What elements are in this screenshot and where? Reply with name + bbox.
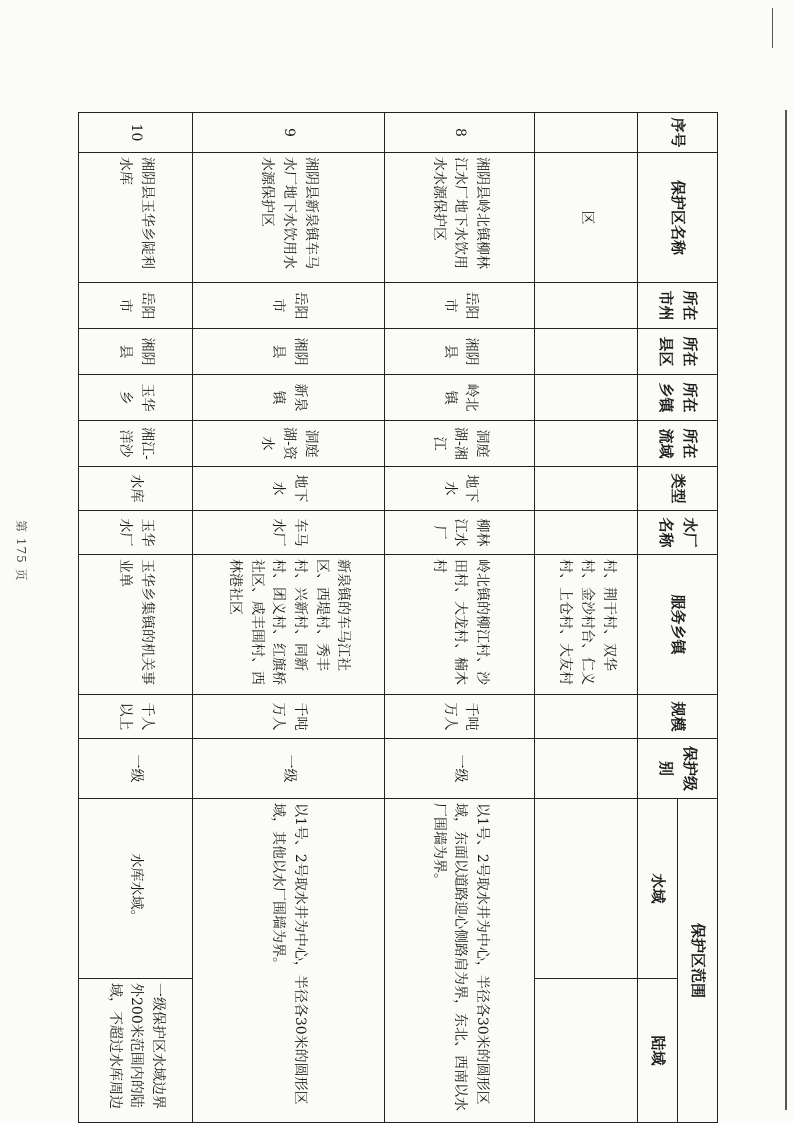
cell-empty xyxy=(535,799,637,979)
page-number: 第 175 页 xyxy=(14,520,28,582)
header-town: 所在乡镇 xyxy=(637,375,717,421)
cell-town: 新泉镇 xyxy=(192,375,384,421)
cell-empty xyxy=(535,739,637,799)
header-water: 水域 xyxy=(637,799,677,979)
cell-basin: 洞庭湖-资水 xyxy=(192,421,384,467)
cell-seq: 10 xyxy=(79,113,193,153)
cell-empty xyxy=(535,979,637,1123)
cell-level: 一级 xyxy=(384,739,535,799)
cell-water: 以1号、2号取水井为中心，半径各30米的圆形区域，其他以水厂围墙为界。 xyxy=(192,799,384,1123)
table-row xyxy=(79,113,193,1123)
cell-county: 湘阴县 xyxy=(192,329,384,375)
cell-city: 岳阳市 xyxy=(384,283,535,329)
cell-name: 湘阴县岭北镇柳林江水厂地下水饮用水水源保护区 xyxy=(384,153,535,283)
cell-service: 岭北镇的柳江村、沙田村、大龙村、楠木村 xyxy=(384,555,535,695)
table-row-continuation xyxy=(535,113,637,1123)
cell-empty xyxy=(535,695,637,739)
cell-county: 湘阴县 xyxy=(79,329,193,375)
page-right-border xyxy=(785,110,787,1110)
header-city: 所在市州 xyxy=(637,283,717,329)
cell-service: 新泉镇的车马江社区、西堤村、秀丰村、兴新村、同新村、团义村、红旗桥社区、咸丰围村、西林港社区 xyxy=(192,555,384,695)
cell-land: 一级保护区水域边界外200米范围内的陆域，不超过水库周边 xyxy=(79,979,193,1123)
cell-city: 岳阳市 xyxy=(79,283,193,329)
cell-town: 玉华乡 xyxy=(79,375,193,421)
header-service: 服务乡镇 xyxy=(637,555,717,695)
header-seq: 序号 xyxy=(637,113,717,153)
cell-type: 水库 xyxy=(79,467,193,511)
cell-name: 湘阴县玉华乡陡利水库 xyxy=(79,153,193,283)
cell-empty xyxy=(535,511,637,555)
cell-name: 湘阴县新泉镇车马水厂地下水饮用水水源保护区 xyxy=(192,153,384,283)
cell-plant: 玉华水厂 xyxy=(79,511,193,555)
cell-basin: 湘江-洋沙 xyxy=(79,421,193,467)
header-name: 保护区名称 xyxy=(637,153,717,283)
cell-type: 地下水 xyxy=(192,467,384,511)
header-row-1 xyxy=(677,113,717,1123)
cell-water: 水库水域。 xyxy=(79,799,193,979)
cell-seq: 9 xyxy=(192,113,384,153)
cell-scale: 千吨万人 xyxy=(384,695,535,739)
header-land: 陆域 xyxy=(637,979,677,1123)
cell-town: 岭北镇 xyxy=(384,375,535,421)
cell-city: 岳阳市 xyxy=(192,283,384,329)
cell-plant: 车马水厂 xyxy=(192,511,384,555)
table-row xyxy=(384,113,535,1123)
header-plant: 水厂名称 xyxy=(637,511,717,555)
cell-service: 村、荆干村、双华村、金沙村台、仁义村、上仓村、大友村 xyxy=(535,555,637,695)
cell-empty xyxy=(535,467,637,511)
cell-empty xyxy=(535,283,637,329)
page-top-mark xyxy=(772,8,773,48)
header-type: 类型 xyxy=(637,467,717,511)
cell-level: 一级 xyxy=(79,739,193,799)
cell-scale: 千人以上 xyxy=(79,695,193,739)
cell-service: 玉华乡集镇的机关事业单 xyxy=(79,555,193,695)
cell-scale: 千吨万人 xyxy=(192,695,384,739)
cell-basin: 洞庭湖-湘江 xyxy=(384,421,535,467)
cell-seq: 8 xyxy=(384,113,535,153)
cell-name: 区 xyxy=(535,153,637,283)
header-county: 所在县区 xyxy=(637,329,717,375)
cell-plant: 柳林江水厂 xyxy=(384,511,535,555)
cell-empty xyxy=(535,113,637,153)
header-range: 保护区范围 xyxy=(677,799,717,1123)
header-basin: 所在流域 xyxy=(637,421,717,467)
cell-empty xyxy=(535,375,637,421)
water-source-protection-table xyxy=(78,112,718,1123)
cell-water: 以1号、2号取水井为中心，半径各30米的圆形区域，东面以道路迎心侧路肩为界，东北、西南以水厂围墙为界。 xyxy=(384,799,535,1123)
cell-empty xyxy=(535,421,637,467)
cell-empty xyxy=(535,329,637,375)
header-scale: 规模 xyxy=(637,695,717,739)
header-level: 保护级别 xyxy=(637,739,717,799)
cell-county: 湘阴县 xyxy=(384,329,535,375)
table-row xyxy=(192,113,384,1123)
rotated-document-sheet xyxy=(78,112,718,1122)
cell-level: 一级 xyxy=(192,739,384,799)
cell-type: 地下水 xyxy=(384,467,535,511)
